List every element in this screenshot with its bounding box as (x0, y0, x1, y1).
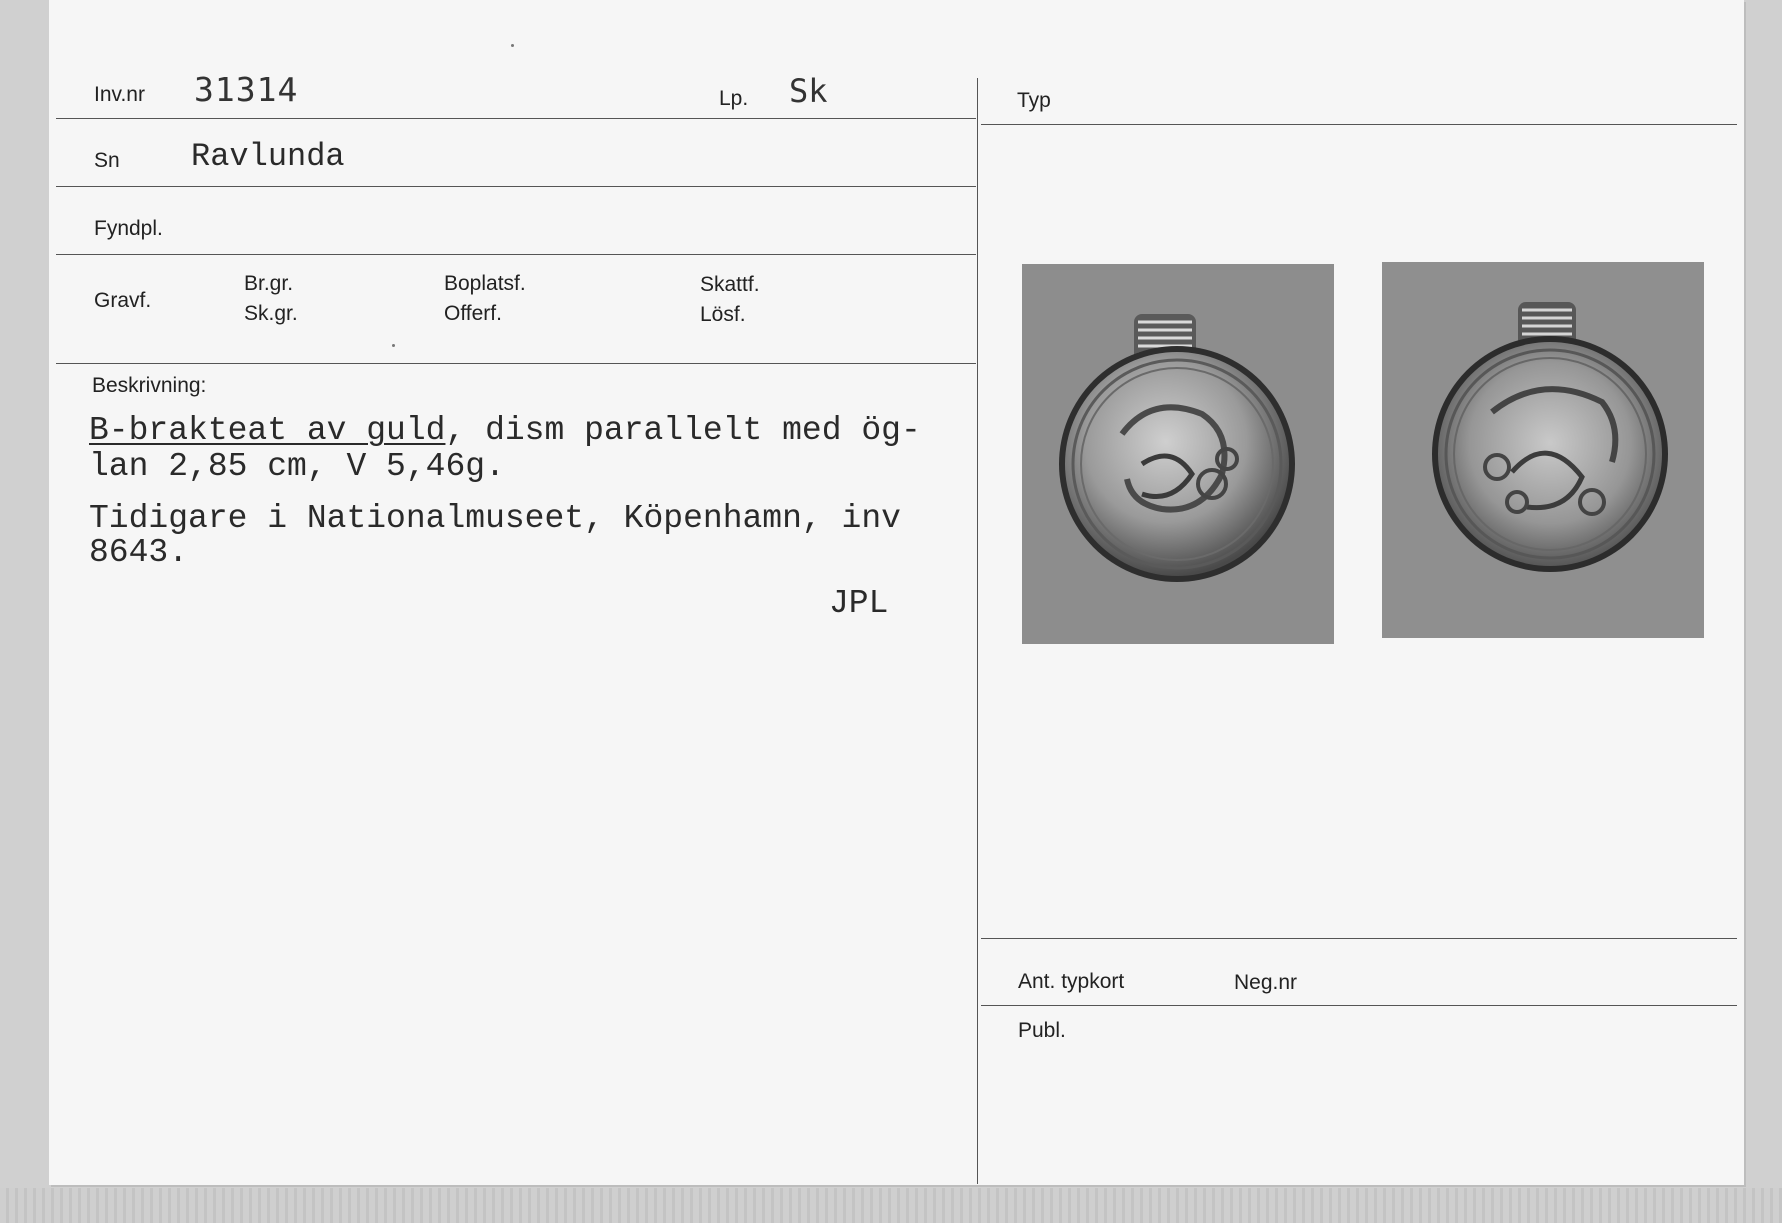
lp-value: Sk (789, 72, 828, 110)
publ-label: Publ. (1018, 1019, 1066, 1042)
inv-value: 31314 (194, 70, 299, 109)
skattf-label: Skattf. (700, 273, 760, 296)
typ-label: Typ (1017, 89, 1051, 112)
dust-speck (511, 44, 514, 47)
rule-fyndpl (56, 254, 976, 255)
bracteate-photo-obverse (1022, 264, 1334, 644)
sn-label: Sn (94, 149, 120, 172)
signature: JPL (829, 585, 889, 622)
description-line-2: lan 2,85 cm, V 5,46g. (89, 448, 505, 485)
rule-find-types (56, 363, 976, 364)
brgr-label: Br.gr. (244, 272, 294, 295)
losf-label: Lösf. (700, 303, 746, 326)
skgr-label: Sk.gr. (244, 302, 298, 325)
rule-inv (56, 118, 976, 119)
bracteate-photo-reverse (1382, 262, 1704, 638)
description-underlined: B-brakteat av guld (89, 412, 446, 449)
card-bottom-edge (0, 1188, 1782, 1223)
description-line-4: 8643. (89, 534, 189, 571)
rule-typ (981, 124, 1737, 125)
boplatsf-label: Boplatsf. (444, 272, 526, 295)
ant-typkort-label: Ant. typkort (1018, 970, 1125, 993)
rule-sn (56, 186, 976, 187)
column-divider (977, 78, 978, 1184)
rule-publ (981, 1005, 1737, 1006)
description-line-1 (89, 414, 921, 448)
rule-typkort (981, 938, 1737, 939)
fyndpl-label: Fyndpl. (94, 217, 163, 240)
offerf-label: Offerf. (444, 302, 502, 325)
bracteate-obverse-image (1022, 264, 1334, 644)
inv-label: Inv.nr (94, 83, 145, 106)
neg-nr-label: Neg.nr (1234, 971, 1298, 994)
catalog-card (49, 0, 1744, 1185)
dust-speck (392, 344, 395, 347)
sn-value: Ravlunda (191, 138, 345, 175)
bracteate-reverse-image (1382, 262, 1704, 638)
gravf-label: Gravf. (94, 289, 152, 312)
lp-label: Lp. (719, 87, 749, 110)
description-line-1-rest: , dism parallelt med ög- (445, 412, 921, 449)
beskrivning-label: Beskrivning: (92, 374, 207, 397)
description-line-3: Tidigare i Nationalmuseet, Köpenhamn, inv (89, 500, 901, 537)
